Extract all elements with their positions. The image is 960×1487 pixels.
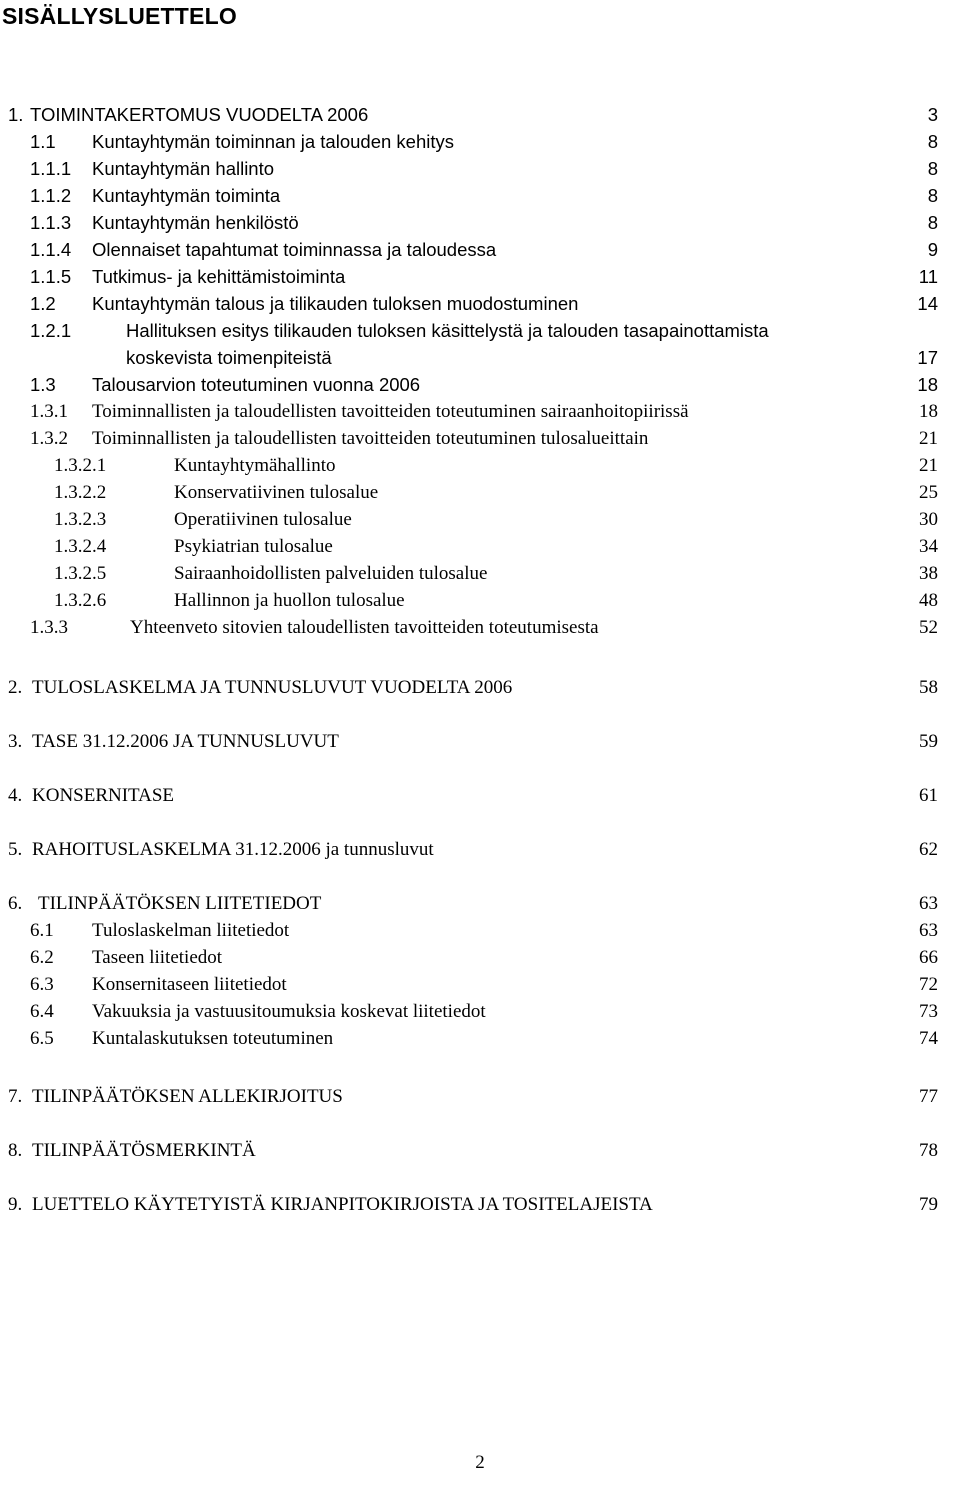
toc-entry-title: koskevista toimenpiteistä: [126, 347, 332, 368]
toc-dot-leader: [354, 524, 916, 525]
toc-entry-title: Vakuuksia ja vastuusitoumuksia koskevat liitetiedot: [92, 1001, 486, 1022]
toc-entry-title: Toiminnallisten ja taloudellisten tavoitteiden toteutuminen sairaanhoitopiirissä: [92, 401, 689, 422]
toc-dot-leader: [370, 120, 921, 121]
toc-dot-leader: [407, 605, 916, 606]
toc-entry[interactable]: [54, 507, 938, 533]
toc-entry[interactable]: [54, 534, 938, 560]
toc-dot-leader: [489, 578, 916, 579]
toc-entry-title: Yhteenveto sitovien taloudellisten tavoitteiden toteutumisesta: [130, 617, 599, 638]
toc-entry-number: 6.5: [30, 1028, 54, 1049]
toc-dot-leader: [655, 1209, 916, 1210]
toc-entry[interactable]: [30, 183, 938, 209]
toc-entry-page-number: 73: [919, 1001, 938, 1022]
toc-entry[interactable]: [8, 675, 938, 701]
toc-entry-page-number: 52: [919, 617, 938, 638]
toc-entry-title: Toiminnallisten ja taloudellisten tavoitteiden toteutuminen tulosalueittain: [92, 428, 649, 449]
toc-entry-title: Sairaanhoidollisten palveluiden tulosalue: [174, 563, 488, 584]
toc-entry[interactable]: [30, 372, 938, 398]
toc-entry[interactable]: [54, 453, 938, 479]
toc-entry-page-number: 8: [927, 158, 938, 179]
toc-entry-first-line[interactable]: [30, 318, 769, 344]
toc-entry-title: Kuntayhtymän toiminnan ja talouden kehitys: [92, 131, 454, 152]
toc-entry-number: 1.1.5: [30, 266, 72, 287]
toc-dot-leader: [282, 201, 921, 202]
toc-entry[interactable]: [8, 783, 938, 809]
toc-dot-leader: [323, 908, 916, 909]
toc-entry-number: 1.1: [30, 131, 56, 152]
toc-entry-title: TULOSLASKELMA JA TUNNUSLUVUT VUODELTA 2006: [32, 677, 513, 698]
toc-entry-title: Konservatiivinen tulosalue: [174, 482, 379, 503]
toc-entry[interactable]: [8, 891, 938, 917]
toc-entry[interactable]: [30, 1026, 938, 1052]
toc-entry[interactable]: [8, 1084, 938, 1110]
toc-entry-page-number: 8: [927, 131, 938, 152]
toc-entry-page-number: 21: [919, 455, 938, 476]
toc-entry[interactable]: [30, 399, 938, 425]
toc-entry-page-number: 38: [919, 563, 938, 584]
toc-entry-number: 1.: [8, 104, 24, 125]
toc-entry-number: 1.2.1: [30, 320, 72, 341]
toc-entry-page-number: 58: [919, 677, 938, 698]
toc-entry-title: TILINPÄÄTÖSMERKINTÄ: [32, 1140, 256, 1161]
toc-entry-page-number: 34: [919, 536, 938, 557]
toc-entry-page-number: 9: [927, 239, 938, 260]
toc-entry-page-number: 63: [919, 893, 938, 914]
toc-entry-number: 1.3.3: [30, 617, 68, 638]
toc-dot-leader: [380, 497, 916, 498]
page-number: 2: [475, 1452, 485, 1473]
toc-dot-leader: [436, 854, 916, 855]
toc-entry-number: 5.: [8, 839, 23, 860]
toc-entry-number: 6.4: [30, 1001, 54, 1022]
toc-entry-title: TILINPÄÄTÖKSEN ALLEKIRJOITUS: [32, 1086, 343, 1107]
toc-entry-title: RAHOITUSLASKELMA 31.12.2006 ja tunnusluvut: [32, 839, 434, 860]
toc-entry[interactable]: [30, 615, 938, 641]
toc-dot-leader: [691, 416, 916, 417]
toc-entry-title: Psykiatrian tulosalue: [174, 536, 333, 557]
toc-entry-number: 1.1.4: [30, 239, 72, 260]
toc-entry-number: 1.3.2.6: [54, 590, 107, 611]
toc-dot-leader: [498, 255, 921, 256]
toc-entry-number: 1.3.2: [30, 428, 68, 449]
toc-entry-page-number: 8: [927, 185, 938, 206]
toc-entry-number: 1.3: [30, 374, 56, 395]
toc-entry-title: TASE 31.12.2006 JA TUNNUSLUVUT: [32, 731, 339, 752]
toc-dot-leader: [601, 632, 916, 633]
toc-dot-leader: [650, 443, 916, 444]
toc-dot-leader: [345, 1101, 916, 1102]
toc-entry[interactable]: [54, 588, 938, 614]
toc-entry-page-number: 63: [919, 920, 938, 941]
toc-entry[interactable]: [54, 480, 938, 506]
toc-entry-title: Kuntayhtymän henkilöstö: [92, 212, 299, 233]
toc-entry-page-number: 8: [927, 212, 938, 233]
toc-entry[interactable]: [8, 1138, 938, 1164]
toc-entry-page-number: 61: [919, 785, 938, 806]
toc-entry[interactable]: [30, 129, 938, 155]
toc-entry-title: Kuntayhtymän hallinto: [92, 158, 275, 179]
toc-entry-title: Kuntayhtymän talous ja tilikauden tuloksen muodostuminen: [92, 293, 579, 314]
toc-entry-number: 1.3.2.4: [54, 536, 107, 557]
toc-entry[interactable]: [30, 972, 938, 998]
toc-entry-number: 2.: [8, 677, 23, 698]
toc-entry[interactable]: [8, 837, 938, 863]
toc-dot-leader: [456, 147, 921, 148]
toc-dot-leader: [276, 174, 921, 175]
toc-entry-number: 1.1.2: [30, 185, 72, 206]
toc-entry-number: 1.3.2.2: [54, 482, 107, 503]
toc-entry-title: Kuntayhtymän toiminta: [92, 185, 281, 206]
toc-dot-leader: [347, 282, 916, 283]
toc-entry-page-number: 30: [919, 509, 938, 530]
toc-entry-number: 3.: [8, 731, 23, 752]
toc-entry[interactable]: [30, 237, 938, 263]
toc-entry[interactable]: [30, 210, 938, 236]
toc-entry[interactable]: [30, 918, 938, 944]
toc-entry-title: Tutkimus- ja kehittämistoiminta: [92, 266, 346, 287]
toc-entry[interactable]: [30, 945, 938, 971]
toc-entry-number: 4.: [8, 785, 23, 806]
toc-entry-page-number: 48: [919, 590, 938, 611]
toc-entry[interactable]: [30, 291, 938, 317]
toc-entry-page-number: 14: [917, 293, 938, 314]
toc-entry-number: 6.2: [30, 947, 54, 968]
toc-entry-title: Tuloslaskelman liitetiedot: [92, 920, 290, 941]
toc-entry-number: 1.1.1: [30, 158, 72, 179]
toc-entry[interactable]: [54, 561, 938, 587]
toc-dot-leader: [291, 935, 916, 936]
toc-entry-title: Hallituksen esitys tilikauden tuloksen käsittelystä ja talouden tasapainottamista: [126, 320, 769, 341]
toc-entry[interactable]: [30, 999, 938, 1025]
toc-entry[interactable]: [126, 345, 938, 371]
page-title: SISÄLLYSLUETTELO: [2, 3, 237, 29]
toc-entry-number: 8.: [8, 1140, 23, 1161]
toc-entry-title: LUETTELO KÄYTETYISTÄ KIRJANPITOKIRJOISTA JA TOSITELAJEISTA: [32, 1194, 653, 1215]
toc-entry-title: Hallinnon ja huollon tulosalue: [174, 590, 405, 611]
toc-entry-number: 1.1.3: [30, 212, 72, 233]
toc-dot-leader: [289, 989, 916, 990]
toc-dot-leader: [580, 309, 914, 310]
toc-entry-page-number: 62: [919, 839, 938, 860]
toc-entry-number: 1.2: [30, 293, 56, 314]
toc-entry[interactable]: [8, 729, 938, 755]
toc-entry-title: Konsernitaseen liitetiedot: [92, 974, 287, 995]
toc-entry-page-number: 72: [919, 974, 938, 995]
toc-entry-number: 7.: [8, 1086, 23, 1107]
toc-dot-leader: [334, 363, 915, 364]
toc-entry-page-number: 17: [917, 347, 938, 368]
toc-entry[interactable]: [8, 102, 938, 128]
toc-entry-number: 1.3.1: [30, 401, 68, 422]
toc-dot-leader: [514, 692, 916, 693]
toc-entry-number: 1.3.2.1: [54, 455, 107, 476]
toc-dot-leader: [488, 1016, 916, 1017]
toc-entry-title: TOIMINTAKERTOMUS VUODELTA 2006: [30, 104, 369, 125]
toc-entry[interactable]: [30, 426, 938, 452]
toc-entry-number: 1.3.2.5: [54, 563, 107, 584]
toc-entry-title: Talousarvion toteutuminen vuonna 2006: [92, 374, 421, 395]
toc-entry[interactable]: [8, 1192, 938, 1218]
toc-entry-page-number: 66: [919, 947, 938, 968]
toc-dot-leader: [422, 390, 914, 391]
toc-entry-number: 9.: [8, 1194, 23, 1215]
toc-entry-title: Taseen liitetiedot: [92, 947, 223, 968]
toc-dot-leader: [341, 746, 916, 747]
toc-entry-title: Olennaiset tapahtumat toiminnassa ja taloudessa: [92, 239, 497, 260]
toc-entry-title: Kuntayhtymähallinto: [174, 455, 336, 476]
toc-entry-page-number: 79: [919, 1194, 938, 1215]
toc-entry-title: Operatiivinen tulosalue: [174, 509, 352, 530]
toc-dot-leader: [176, 800, 916, 801]
toc-entry[interactable]: [30, 264, 938, 290]
toc-entry-number: 6.: [8, 893, 23, 914]
toc-entry-page-number: 18: [917, 374, 938, 395]
toc-dot-leader: [335, 1043, 916, 1044]
toc-entry-number: 6.3: [30, 974, 54, 995]
toc-dot-leader: [258, 1155, 916, 1156]
toc-entry-title: TILINPÄÄTÖKSEN LIITETIEDOT: [38, 893, 322, 914]
toc-dot-leader: [224, 962, 916, 963]
toc-entry-page-number: 18: [919, 401, 938, 422]
toc-dot-leader: [335, 551, 916, 552]
toc-entry-page-number: 25: [919, 482, 938, 503]
toc-entry[interactable]: [30, 156, 938, 182]
toc-entry-page-number: 77: [919, 1086, 938, 1107]
toc-dot-leader: [337, 470, 916, 471]
toc-entry-page-number: 78: [919, 1140, 938, 1161]
toc-entry-number: 1.3.2.3: [54, 509, 107, 530]
toc-entry-title: KONSERNITASE: [32, 785, 175, 806]
toc-entry-page-number: 11: [918, 266, 938, 287]
toc-entry-page-number: 21: [919, 428, 938, 449]
toc-entry-page-number: 3: [927, 104, 938, 125]
toc-dot-leader: [301, 228, 921, 229]
toc-entry-page-number: 74: [919, 1028, 938, 1049]
toc-entry-number: 6.1: [30, 920, 54, 941]
toc-entry-title: Kuntalaskutuksen toteutuminen: [92, 1028, 334, 1049]
toc-entry-page-number: 59: [919, 731, 938, 752]
